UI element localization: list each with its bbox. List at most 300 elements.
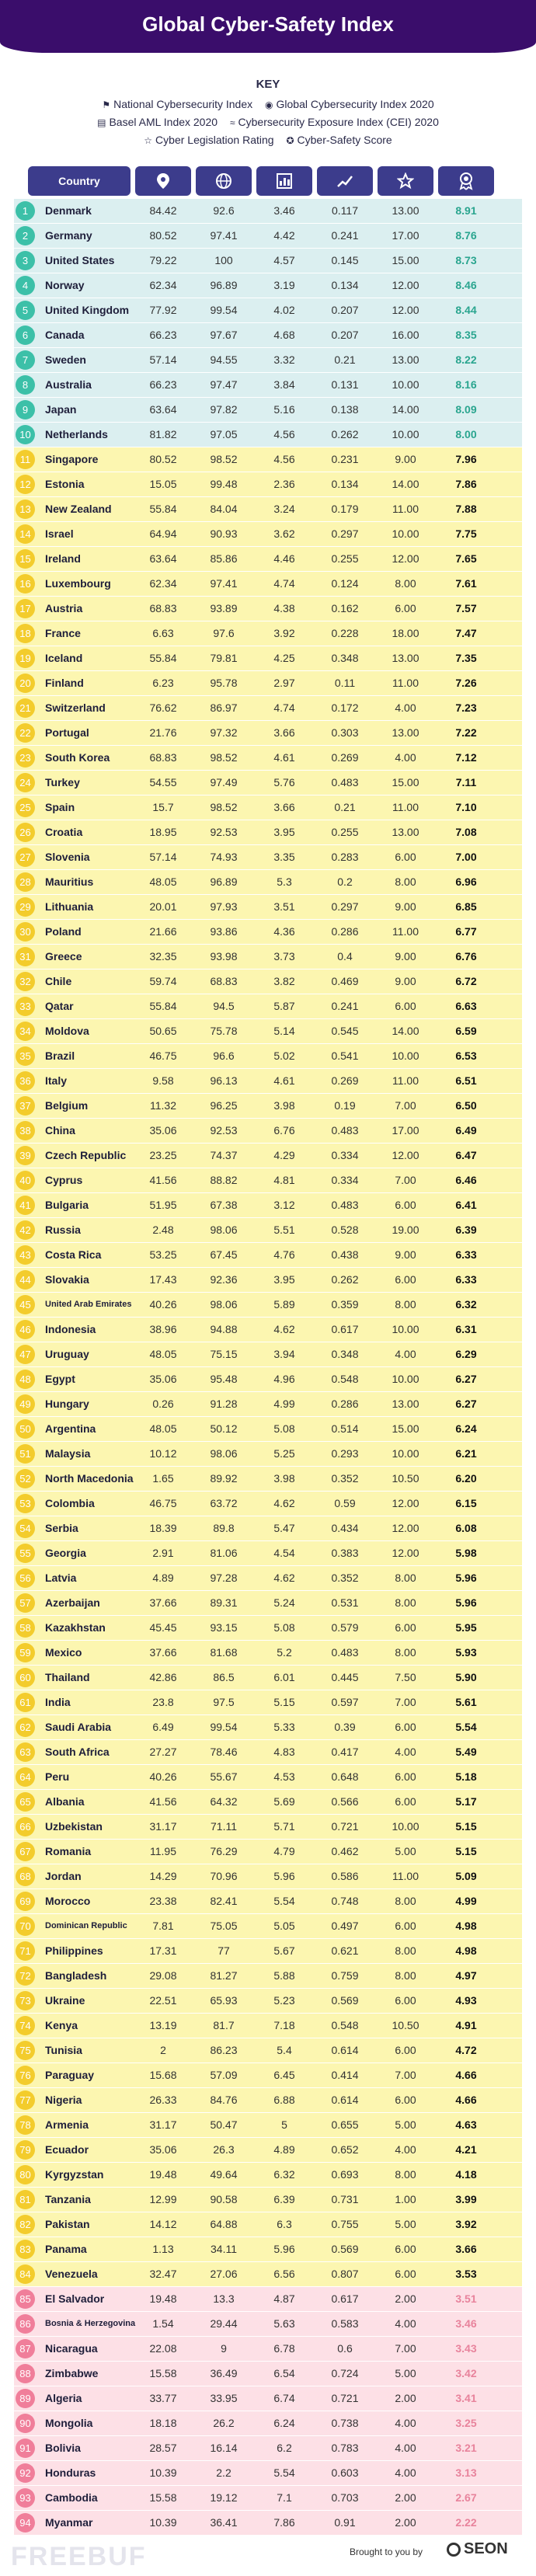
cell-score: 6.77: [455, 925, 477, 938]
cell-leg: 4.00: [395, 2466, 416, 2479]
cell-aml: 4.36: [273, 925, 295, 938]
cell-aml: 5.54: [273, 1895, 295, 1907]
rank-badge: 16: [16, 574, 35, 594]
cell-cei: 0.603: [331, 2466, 359, 2479]
cell-nci: 23.38: [149, 1895, 177, 1907]
cell-cei: 0.548: [331, 2019, 359, 2031]
cell-cei: 0.297: [331, 527, 359, 540]
cell-aml: 4.56: [273, 453, 295, 465]
country-name: Estonia: [45, 478, 85, 490]
cell-gci: 97.41: [210, 577, 238, 590]
cell-cei: 0.11: [334, 677, 356, 689]
cell-gci: 76.29: [210, 1845, 238, 1857]
cell-nci: 21.76: [149, 726, 177, 739]
table-row: [14, 920, 522, 945]
country-name: New Zealand: [45, 503, 112, 515]
cell-leg: 15.00: [392, 254, 419, 266]
cell-nci: 2.91: [152, 1547, 174, 1559]
cell-nci: 63.64: [149, 403, 177, 416]
cell-score: 5.98: [455, 1547, 477, 1559]
cell-nci: 9.58: [152, 1074, 174, 1087]
cell-gci: 98.52: [210, 453, 238, 465]
cell-score: 6.96: [455, 875, 477, 888]
cell-aml: 5.3: [277, 875, 292, 888]
cell-aml: 6.39: [273, 2193, 295, 2205]
table-row: [14, 696, 522, 721]
header-gci: [196, 166, 252, 196]
country-name: Mauritius: [45, 875, 94, 888]
cell-leg: 7.00: [395, 1696, 416, 1708]
rank-badge: 29: [16, 897, 35, 917]
cell-nci: 48.05: [149, 875, 177, 888]
cell-leg: 14.00: [392, 478, 419, 490]
cell-aml: 3.94: [273, 1348, 295, 1360]
cell-gci: 97.49: [210, 776, 238, 788]
cell-nci: 63.64: [149, 552, 177, 565]
country-name: Egypt: [45, 1373, 75, 1385]
cell-cei: 0.445: [331, 1671, 359, 1683]
country-name: Spain: [45, 801, 75, 813]
table-row: [14, 273, 522, 298]
cell-leg: 5.00: [395, 2367, 416, 2379]
cell-nci: 15.58: [149, 2491, 177, 2504]
cell-leg: 10.00: [392, 1447, 419, 1460]
cell-nci: 11.32: [150, 1099, 176, 1112]
cell-aml: 5.24: [273, 1596, 295, 1609]
rank-badge: 76: [16, 2066, 35, 2085]
table-header: [14, 163, 522, 199]
table-row: [14, 1193, 522, 1218]
rank-badge: 35: [16, 1046, 35, 1066]
cell-aml: 5: [281, 2118, 287, 2131]
cell-leg: 9.00: [395, 975, 416, 987]
country-name: South Africa: [45, 1746, 110, 1758]
key-item-cei: [230, 113, 439, 131]
cell-score: 7.57: [455, 602, 477, 614]
cell-nci: 84.42: [149, 204, 177, 217]
cell-cei: 0.19: [334, 1099, 356, 1112]
table-row: [14, 323, 522, 348]
cell-gci: 97.41: [210, 229, 238, 242]
table-row: [14, 1044, 522, 1069]
cell-score: 5.17: [455, 1795, 477, 1808]
table-row: [14, 1939, 522, 1964]
cell-score: 7.12: [455, 751, 477, 764]
cell-nci: 76.62: [149, 701, 177, 714]
table-row: [14, 1417, 522, 1442]
star-icon: [397, 172, 414, 190]
country-name: Argentina: [45, 1422, 96, 1435]
cell-cei: 0.569: [331, 2243, 359, 2255]
country-name: Slovakia: [45, 1273, 89, 1286]
cell-aml: 6.3: [277, 2218, 292, 2230]
cell-cei: 0.21: [334, 801, 356, 813]
cell-gci: 89.31: [210, 1596, 238, 1609]
cell-score: 8.09: [455, 403, 477, 416]
cell-nci: 37.66: [149, 1646, 177, 1659]
cell-score: 4.72: [455, 2044, 477, 2056]
cell-aml: 2.36: [273, 478, 295, 490]
rank-badge: 34: [16, 1022, 35, 1041]
country-name: Serbia: [45, 1522, 78, 1534]
cell-leg: 12.00: [392, 1149, 419, 1161]
table-row: [14, 1964, 522, 1989]
cell-nci: 68.83: [149, 602, 177, 614]
cell-score: 6.63: [455, 1000, 477, 1012]
cell-score: 6.46: [455, 1174, 477, 1186]
cell-leg: 13.00: [392, 826, 419, 838]
country-name: Pakistan: [45, 2218, 90, 2230]
table-row: [14, 870, 522, 895]
cell-score: 6.32: [455, 1298, 477, 1311]
cell-gci: 92.53: [210, 826, 238, 838]
country-name: Ecuador: [45, 2143, 89, 2156]
cell-nci: 32.35: [149, 950, 177, 963]
country-name: Mongolia: [45, 2417, 93, 2429]
rank-badge: 19: [16, 649, 35, 668]
cell-leg: 10.00: [392, 1820, 419, 1833]
cell-nci: 62.34: [149, 279, 177, 291]
cell-cei: 0.134: [331, 478, 359, 490]
cell-gci: 65.93: [210, 1994, 238, 2007]
cell-nci: 1.13: [152, 2243, 174, 2255]
table-row: [14, 1492, 522, 1516]
rank-badge: 74: [16, 2016, 35, 2035]
cell-gci: 96.13: [210, 1074, 238, 1087]
rank-badge: 36: [16, 1071, 35, 1091]
cell-leg: 6.00: [395, 1994, 416, 2007]
table-row: [14, 1293, 522, 1318]
rank-badge: 31: [16, 947, 35, 966]
cell-leg: 17.00: [392, 1124, 419, 1137]
cell-cei: 0.434: [331, 1522, 359, 1534]
country-name: United States: [45, 254, 115, 266]
cell-gci: 27.06: [210, 2268, 238, 2280]
rank-badge: 77: [16, 2090, 35, 2110]
country-name: Azerbaijan: [45, 1596, 100, 1609]
cell-cei: 0.334: [331, 1149, 359, 1161]
table-row: [14, 2411, 522, 2436]
table-row: [14, 597, 522, 621]
cell-cei: 0.597: [331, 1696, 359, 1708]
cell-score: 3.41: [455, 2392, 477, 2404]
cell-score: 4.98: [455, 1920, 477, 1932]
cell-cei: 0.414: [331, 2069, 359, 2081]
key-label: Basel AML Index 2020: [109, 116, 218, 128]
table-row: [14, 820, 522, 845]
cell-aml: 7.1: [277, 2491, 292, 2504]
cell-cei: 0.469: [331, 975, 359, 987]
cell-leg: 7.00: [395, 2342, 416, 2355]
rank-badge: 75: [16, 2041, 35, 2060]
cell-leg: 4.00: [395, 2417, 416, 2429]
cell-aml: 5.96: [273, 1870, 295, 1882]
key-item-gci: [265, 96, 434, 113]
cell-aml: 4.57: [273, 254, 295, 266]
cell-cei: 0.483: [331, 776, 359, 788]
cell-nci: 41.56: [149, 1795, 177, 1808]
cell-cei: 0.241: [331, 229, 359, 242]
cell-leg: 6.00: [395, 1795, 416, 1808]
rank-badge: 38: [16, 1121, 35, 1140]
cell-leg: 8.00: [395, 1596, 416, 1609]
table-row: [14, 1616, 522, 1641]
cell-score: 6.59: [455, 1025, 477, 1037]
cell-nci: 20.01: [149, 900, 177, 913]
key-label: Cybersecurity Exposure Index (CEI) 2020: [238, 116, 439, 128]
cell-cei: 0.648: [331, 1770, 359, 1783]
cell-gci: 36.41: [210, 2516, 238, 2529]
cell-score: 7.86: [455, 478, 477, 490]
table-row: [14, 2138, 522, 2163]
cell-cei: 0.348: [331, 652, 359, 664]
page-title: Global Cyber-Safety Index: [142, 12, 394, 36]
cell-leg: 8.00: [395, 1298, 416, 1311]
cell-gci: 82.41: [210, 1895, 238, 1907]
cell-cei: 0.548: [331, 1373, 359, 1385]
rank-badge: 20: [16, 674, 35, 693]
cell-nci: 10.12: [149, 1447, 177, 1460]
cell-gci: 99.54: [210, 1721, 238, 1733]
country-name: Peru: [45, 1770, 70, 1783]
cell-leg: 4.00: [395, 2143, 416, 2156]
cell-aml: 4.46: [273, 552, 295, 565]
cell-score: 8.16: [455, 378, 477, 391]
cell-nci: 7.81: [152, 1920, 174, 1932]
cell-cei: 0.731: [331, 2193, 359, 2205]
cell-gci: 98.06: [210, 1224, 238, 1236]
rank-badge: 21: [16, 698, 35, 718]
country-name: Czech Republic: [45, 1149, 127, 1161]
sponsor-name: SEON: [464, 2540, 508, 2557]
rank-badge: 71: [16, 1941, 35, 1961]
country-name: Zimbabwe: [45, 2367, 99, 2379]
cell-leg: 7.00: [395, 1099, 416, 1112]
cell-nci: 21.66: [149, 925, 177, 938]
table-row: [14, 671, 522, 696]
cell-score: 8.91: [455, 204, 477, 217]
cell-leg: 6.00: [395, 1000, 416, 1012]
cell-gci: 99.48: [210, 478, 238, 490]
cell-aml: 4.29: [273, 1149, 295, 1161]
cell-aml: 3.84: [273, 378, 295, 391]
cell-nci: 18.39: [149, 1522, 177, 1534]
country-name: Iceland: [45, 652, 83, 664]
cell-cei: 0.145: [331, 254, 359, 266]
star-icon: ☆: [144, 135, 153, 146]
country-name: Costa Rica: [45, 1248, 102, 1261]
cell-gci: 96.89: [210, 279, 238, 291]
key-item-nci: [102, 96, 252, 113]
cell-aml: 5.33: [273, 1721, 295, 1733]
cell-nci: 66.23: [149, 329, 177, 341]
cell-score: 7.47: [455, 627, 477, 639]
cell-nci: 31.17: [149, 1820, 177, 1833]
cell-aml: 5.96: [273, 2243, 295, 2255]
country-name: Nicaragua: [45, 2342, 98, 2355]
cell-gci: 75.15: [210, 1348, 238, 1360]
table-row: [14, 2113, 522, 2138]
rank-badge: 40: [16, 1171, 35, 1190]
cell-cei: 0.2: [337, 875, 353, 888]
rank-badge: 1: [16, 201, 35, 221]
cell-cei: 0.134: [331, 279, 359, 291]
cell-nci: 18.18: [149, 2417, 177, 2429]
country-name: Thailand: [45, 1671, 90, 1683]
cell-leg: 6.00: [395, 2243, 416, 2255]
cell-score: 3.46: [455, 2317, 477, 2330]
table-row: [14, 2486, 522, 2511]
cell-aml: 4.62: [273, 1572, 295, 1584]
rank-badge: 59: [16, 1643, 35, 1662]
table-row: [14, 1840, 522, 1864]
table-row: [14, 547, 522, 572]
table-row: [14, 1889, 522, 1914]
country-name: Uruguay: [45, 1348, 89, 1360]
cell-leg: 13.00: [392, 353, 419, 366]
cell-aml: 4.76: [273, 1248, 295, 1261]
cell-nci: 10.39: [149, 2516, 177, 2529]
cell-aml: 3.95: [273, 826, 295, 838]
cell-nci: 40.26: [149, 1298, 177, 1311]
country-name: South Korea: [45, 751, 110, 764]
cell-leg: 2.00: [395, 2516, 416, 2529]
cell-score: 5.54: [455, 1721, 477, 1733]
cell-cei: 0.303: [331, 726, 359, 739]
cell-leg: 6.00: [395, 851, 416, 863]
cell-cei: 0.483: [331, 1646, 359, 1659]
cell-gci: 97.6: [213, 627, 235, 639]
table-row: [14, 1815, 522, 1840]
table-row: [14, 1740, 522, 1765]
cell-aml: 6.56: [273, 2268, 295, 2280]
cell-aml: 4.89: [273, 2143, 295, 2156]
cell-score: 3.42: [455, 2367, 477, 2379]
country-name: Ukraine: [45, 1994, 85, 2007]
cell-cei: 0.162: [331, 602, 359, 614]
cell-gci: 97.47: [210, 378, 238, 391]
cell-gci: 84.04: [210, 503, 238, 515]
rank-badge: 51: [16, 1444, 35, 1464]
cell-aml: 4.74: [273, 701, 295, 714]
key-item-aml: [97, 113, 218, 131]
rank-badge: 37: [16, 1096, 35, 1116]
globe-icon: [215, 172, 232, 190]
cell-score: 7.08: [455, 826, 477, 838]
cell-nci: 48.05: [149, 1422, 177, 1435]
country-name: Belgium: [45, 1099, 89, 1112]
rank-badge: 11: [16, 450, 35, 469]
rank-badge: 2: [16, 226, 35, 245]
rank-badge: 91: [16, 2438, 35, 2458]
cell-aml: 4.42: [273, 229, 295, 242]
cell-aml: 6.45: [273, 2069, 295, 2081]
cell-score: 4.66: [455, 2094, 477, 2106]
rank-badge: 78: [16, 2115, 35, 2135]
cell-nci: 27.27: [149, 1746, 177, 1758]
cell-leg: 7.50: [395, 1671, 416, 1683]
table-row: [14, 1690, 522, 1715]
cell-gci: 93.15: [210, 1621, 238, 1634]
cell-score: 6.27: [455, 1398, 477, 1410]
cell-cei: 0.269: [331, 751, 359, 764]
cell-gci: 96.25: [210, 1099, 238, 1112]
cell-score: 7.26: [455, 677, 477, 689]
country-name: Saudi Arabia: [45, 1721, 112, 1733]
cell-nci: 10.39: [149, 2466, 177, 2479]
rank-badge: 49: [16, 1394, 35, 1414]
cell-leg: 17.00: [392, 229, 419, 242]
rank-badge: 65: [16, 1792, 35, 1812]
cell-leg: 10.50: [392, 1472, 419, 1485]
cell-aml: 5.25: [273, 1447, 295, 1460]
cell-aml: 3.62: [273, 527, 295, 540]
cell-nci: 14.12: [149, 2218, 177, 2230]
cell-aml: 7.86: [273, 2516, 295, 2529]
rank-badge: 41: [16, 1196, 35, 1215]
country-name: Bulgaria: [45, 1199, 89, 1211]
cell-leg: 10.50: [392, 2019, 419, 2031]
table-row: [14, 572, 522, 597]
cell-cei: 0.283: [331, 851, 359, 863]
key-title: KEY: [256, 78, 280, 91]
cell-score: 5.96: [455, 1596, 477, 1609]
cell-gci: 95.48: [210, 1373, 238, 1385]
rank-badge: 24: [16, 773, 35, 792]
cell-score: 7.23: [455, 701, 477, 714]
cell-gci: 81.06: [210, 1547, 238, 1559]
cell-nci: 22.51: [149, 1994, 177, 2007]
table-row: [14, 398, 522, 423]
cell-nci: 59.74: [149, 975, 177, 987]
cell-cei: 0.724: [331, 2367, 359, 2379]
country-name: Ireland: [45, 552, 81, 565]
cell-cei: 0.614: [331, 2044, 359, 2056]
cell-score: 8.35: [455, 329, 477, 341]
rank-badge: 8: [16, 375, 35, 395]
cell-leg: 10.00: [392, 378, 419, 391]
country-name: Moldova: [45, 1025, 89, 1037]
cell-gci: 94.88: [210, 1323, 238, 1335]
cell-leg: 10.00: [392, 428, 419, 440]
cell-leg: 4.00: [395, 2442, 416, 2454]
cell-cei: 0.417: [331, 1746, 359, 1758]
rank-badge: 67: [16, 1842, 35, 1861]
cell-cei: 0.579: [331, 1621, 359, 1634]
cell-gci: 98.06: [210, 1298, 238, 1311]
table-row: [14, 1591, 522, 1616]
cell-nci: 15.68: [149, 2069, 177, 2081]
cell-leg: 6.00: [395, 2268, 416, 2280]
table-row: [14, 2262, 522, 2287]
table-row: [14, 1069, 522, 1094]
cell-nci: 15.05: [149, 478, 177, 490]
cell-gci: 91.28: [210, 1398, 238, 1410]
country-name: Latvia: [45, 1572, 77, 1584]
cell-nci: 46.75: [149, 1050, 177, 1062]
rank-badge: 25: [16, 798, 35, 817]
cell-gci: 97.82: [210, 403, 238, 416]
cell-nci: 23.25: [149, 1149, 177, 1161]
rank-badge: 92: [16, 2463, 35, 2483]
cell-aml: 6.78: [273, 2342, 295, 2355]
cell-score: 6.41: [455, 1199, 477, 1211]
cell-nci: 66.23: [149, 378, 177, 391]
cell-leg: 8.00: [395, 1895, 416, 1907]
cell-cei: 0.359: [331, 1298, 359, 1311]
cell-leg: 10.00: [392, 1373, 419, 1385]
cell-score: 6.39: [455, 1224, 477, 1236]
